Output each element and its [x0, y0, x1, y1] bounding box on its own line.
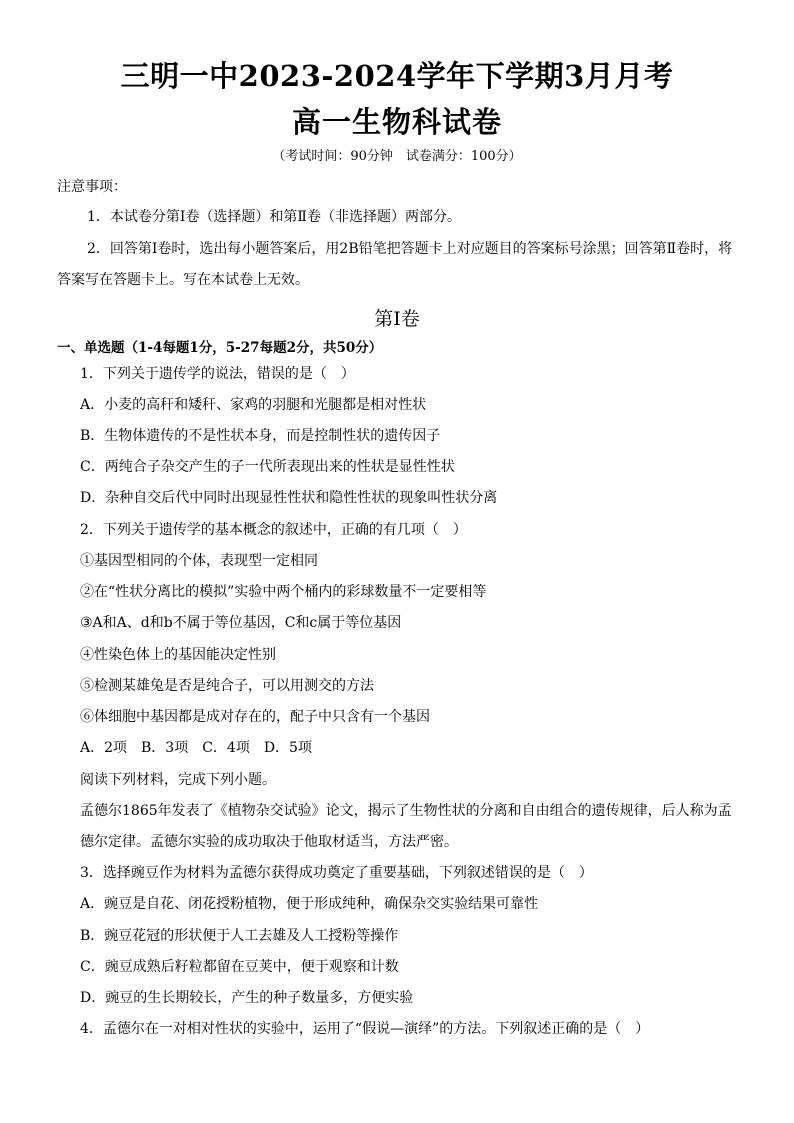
q4-stem: 4．孟德尔在一对相对性状的实验中，运用了“假说—演绎”的方法。下列叙述正确的是（ ）: [80, 1021, 650, 1037]
q1-stem: 1．下列关于遗传学的说法，错误的是（ ）: [80, 366, 355, 382]
q2-statement-1: ①基因型相同的个体，表现型一定相同: [80, 553, 318, 569]
exam-info: （考试时间：90分钟 试卷满分：100分）: [272, 149, 522, 164]
part-heading: 一、单选题（1-4每题1分，5-27每题2分，共50分）: [57, 340, 383, 356]
notes-item-2-line-2: 答案写在答题卡上。写在本试卷上无效。: [57, 272, 309, 288]
q2-statement-5: ⑤检测某雄兔是否是纯合子，可以用测交的方法: [80, 678, 374, 694]
q2-stem: 2．下列关于遗传学的基本概念的叙述中，正确的有几项（ ）: [80, 522, 467, 538]
material-line-1: 孟德尔1865年发表了《植物杂交试验》论文，揭示了生物性状的分离和自由组合的遗传规律，后人称为孟: [80, 803, 732, 819]
exam-title: 三明一中2023-2024学年下学期3月月考: [120, 59, 674, 93]
q2-statement-2: ②在“性状分离比的模拟”实验中两个桶内的彩球数量不一定要相等: [80, 584, 487, 600]
notes-heading: 注意事项：: [57, 179, 127, 195]
q3-option-c: C．豌豆成熟后籽粒都留在豆荚中，便于观察和计数: [80, 959, 399, 975]
material-intro: 阅读下列材料，完成下列小题。: [80, 772, 276, 788]
q2-statement-3: ③A和A、d和b不属于等位基因，C和c属于等位基因: [80, 615, 402, 631]
q2-options: A．2项 B．3项 C．4项 D．5项: [80, 740, 312, 756]
notes-item-1: 1．本试卷分第Ⅰ卷（选择题）和第Ⅱ卷（非选择题）两部分。: [87, 209, 461, 225]
q3-option-d: D．豌豆的生长期较长，产生的种子数量多，方便实验: [80, 990, 414, 1006]
section-title: 第Ⅰ卷: [374, 308, 420, 330]
notes-item-2-line-1: 2．回答第Ⅰ卷时，选出每小题答案后，用2B铅笔把答题卡上对应题目的答案标号涂黑；回答第Ⅱ卷时，将: [87, 241, 733, 257]
q2-statement-4: ④性染色体上的基因能决定性别: [80, 647, 276, 663]
q3-option-a: A．豌豆是自花、闭花授粉植物，便于形成纯种，确保杂交实验结果可靠性: [80, 896, 539, 912]
q1-option-d: D．杂种自交后代中同时出现显性性状和隐性性状的现象叫性状分离: [80, 490, 498, 506]
q3-option-b: B．豌豆花冠的形状便于人工去雄及人工授粉等操作: [80, 928, 399, 944]
material-line-2: 德尔定律。孟德尔实验的成功取决于他取材适当，方法严密。: [80, 834, 458, 850]
q1-option-a: A．小麦的高秆和矮秆、家鸡的羽腿和光腿都是相对性状: [80, 397, 427, 413]
exam-subtitle: 高一生物科试卷: [291, 105, 502, 139]
q1-option-b: B．生物体遗传的不是性状本身，而是控制性状的遗传因子: [80, 428, 441, 444]
q1-option-c: C．两纯合子杂交产生的子一代所表现出来的性状是显性性状: [80, 459, 455, 475]
q3-stem: 3．选择豌豆作为材料为孟德尔获得成功奠定了重要基础，下列叙述错误的是（ ）: [80, 865, 593, 881]
q2-statement-6: ⑥体细胞中基因都是成对存在的，配子中只含有一个基因: [80, 709, 430, 725]
